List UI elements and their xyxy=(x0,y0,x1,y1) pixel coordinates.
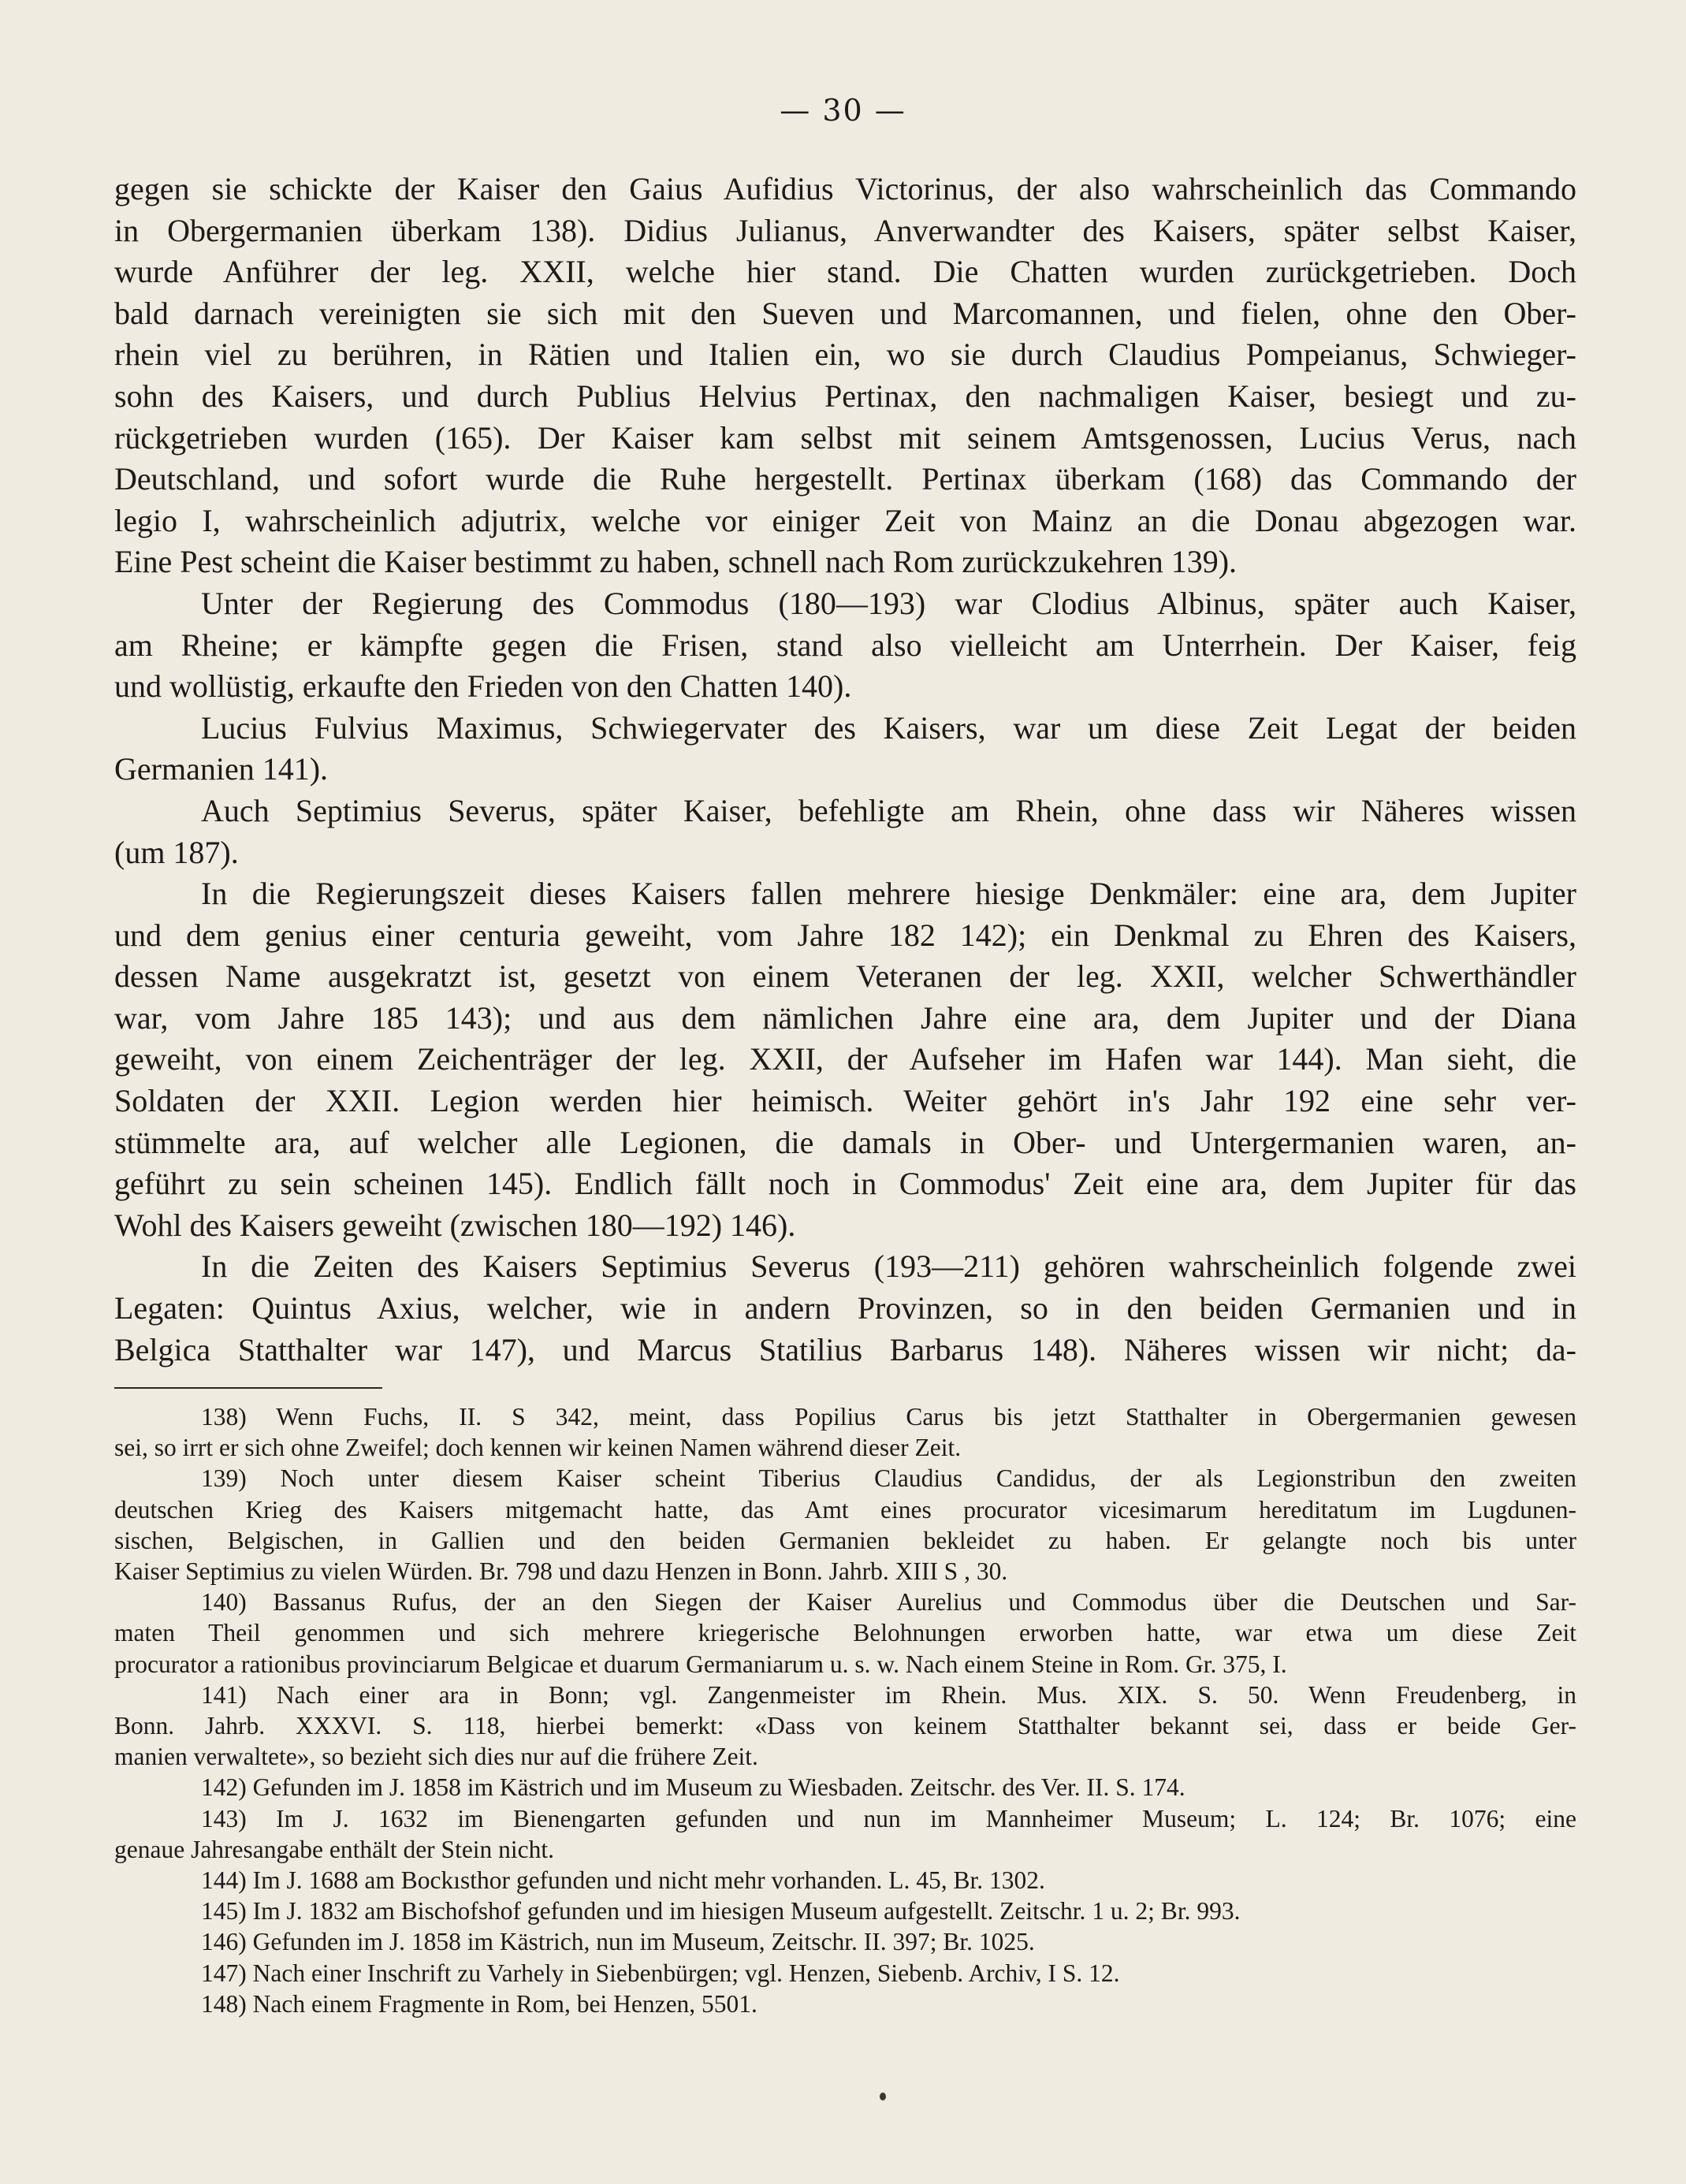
body-line: (um 187). xyxy=(114,834,239,870)
body-line: am Rheine; er kämpfte gegen die Frisen, stand also vielleicht am Unterrhein. Der Kaiser, feig xyxy=(114,627,1576,663)
body-line: Wohl des Kaisers geweiht (zwischen 180—192) 146). xyxy=(114,1207,796,1243)
body-line: und dem genius einer centuria geweiht, vom Jahre 182 142); ein Denkmal zu Ehren des Kaisers, xyxy=(114,917,1576,953)
footnote-line: sischen, Belgischen, in Gallien und den beiden Germanien bekleidet zu haben. Er gelangte noch bis unter xyxy=(114,1526,1576,1554)
body-line: Deutschland, und sofort wurde die Ruhe hergestellt. Pertinax überkam (168) das Commando der xyxy=(114,461,1576,497)
footnote-line: procurator a rationibus provinciarum Belgicae et duarum Germaniarum u. s. w. Nach einem Steine in Rom. Gr. 375, I. xyxy=(114,1650,1287,1678)
body-line: wurde Anführer der leg. XXII, welche hier stand. Die Chatten wurden zurückgetrieben. Doch xyxy=(114,254,1576,290)
footnote-line: genaue Jahresangabe enthält der Stein nicht. xyxy=(114,1835,555,1863)
footnote-separator xyxy=(114,1387,382,1389)
footnote-line: 145) Im J. 1832 am Bischofshof gefunden und im hiesigen Museum aufgestellt. Zeitschr. 1 u. 2; Br. 993. xyxy=(201,1897,1241,1925)
body-line: Eine Pest scheint die Kaiser bestimmt zu haben, schnell nach Rom zurückzukehren 139). xyxy=(114,544,1238,580)
body-line: geweiht, von einem Zeichenträger der leg. XXII, der Aufseher im Hafen war 144). Man sieht, die xyxy=(114,1041,1576,1077)
body-line: In die Regierungszeit dieses Kaisers fallen mehrere hiesige Denkmäler: eine ara, dem Jupiter xyxy=(201,876,1576,912)
footnote-line: maten Theil genommen und sich mehrere kriegerische Belohnungen erworben hatte, war etwa um diese Zeit xyxy=(114,1619,1576,1647)
body-line: Auch Septimius Severus, später Kaiser, befehligte am Rhein, ohne dass wir Näheres wissen xyxy=(201,792,1576,828)
footnotes xyxy=(114,1401,1576,2019)
body-line: Legaten: Quintus Axius, welcher, wie in andern Provinzen, so in den beiden Germanien und in xyxy=(114,1290,1576,1326)
footnote-line: 142) Gefunden im J. 1858 im Kästrich und im Museum zu Wiesbaden. Zeitschr. des Ver. II. S. 174. xyxy=(201,1773,1185,1802)
body-line: rhein viel zu berühren, in Rätien und Italien ein, wo sie durch Claudius Pompeianus, Schwieger- xyxy=(114,337,1576,373)
body-line: Lucius Fulvius Maximus, Schwiegervater des Kaisers, war um diese Zeit Legat der beiden xyxy=(201,709,1576,746)
footnote-line: 144) Im J. 1688 am Bockısthor gefunden und nicht mehr vorhanden. L. 45, Br. 1302. xyxy=(201,1866,1045,1895)
body-line: bald darnach vereinigten sie sich mit den Sueven und Marcomannen, und fielen, ohne den Ober- xyxy=(114,295,1576,331)
body-line: stümmelte ara, auf welcher alle Legionen, die damals in Ober- und Untergermanien waren, an- xyxy=(114,1124,1576,1160)
footnote-line: 147) Nach einer Inschrift zu Varhely in Siebenbürgen; vgl. Henzen, Siebenb. Archiv, I S. 12. xyxy=(201,1959,1120,1987)
footnote-line: sei, so irrt er sich ohne Zweifel; doch kennen wir keinen Namen während dieser Zeit. xyxy=(114,1434,962,1462)
page-number: — 30 — xyxy=(780,93,906,128)
body-line: dessen Name ausgekratzt ist, gesetzt von einem Veteranen der leg. XXII, welcher Schwerthändler xyxy=(114,958,1576,995)
body-line: geführt zu sein scheinen 145). Endlich fällt noch in Commodus' Zeit eine ara, dem Jupiter für das xyxy=(114,1166,1576,1202)
body-line: und wollüstig, erkaufte den Frieden von den Chatten 140). xyxy=(114,668,852,705)
footnote-line: deutschen Krieg des Kaisers mitgemacht hatte, das Amt eines procurator vicesimarum hereditatum im Lugdunen- xyxy=(114,1495,1576,1524)
body-line: war, vom Jahre 185 143); und aus dem nämlichen Jahre eine ara, dem Jupiter und der Diana xyxy=(114,999,1576,1036)
footnote-line: 148) Nach einem Fragmente in Rom, bei Henzen, 5501. xyxy=(201,1989,757,2018)
body-line: legio I, wahrscheinlich adjutrix, welche vor einiger Zeit von Mainz an die Donau abgezogen war. xyxy=(114,502,1576,538)
body-line: sohn des Kaisers, und durch Publius Helvius Pertinax, den nachmaligen Kaiser, besiegt und zu- xyxy=(114,378,1576,414)
footnote-line: 138) Wenn Fuchs, II. S 342, meint, dass Popilius Carus bis jetzt Statthalter in Obergermanien gewesen xyxy=(201,1403,1576,1431)
footnote-line: 140) Bassanus Rufus, der an den Siegen der Kaiser Aurelius und Commodus über die Deutschen und Sar- xyxy=(201,1588,1576,1617)
print-speck xyxy=(880,2093,886,2100)
footnote-line: manien verwaltete», so bezieht sich dies nur auf die frühere Zeit. xyxy=(114,1743,758,1771)
footnote-line: 146) Gefunden im J. 1858 im Kästrich, nun im Museum, Zeitschr. II. 397; Br. 1025. xyxy=(201,1928,1035,1956)
footnote-line: 139) Noch unter diesem Kaiser scheint Tiberius Claudius Candidus, der als Legionstribun den zweiten xyxy=(201,1464,1576,1493)
body-line: gegen sie schickte der Kaiser den Gaius Aufidius Victorinus, der also wahrscheinlich das Commando xyxy=(114,171,1576,206)
body-line: Unter der Regierung des Commodus (180—193) war Clodius Albinus, später auch Kaiser, xyxy=(201,585,1576,621)
body-line: In die Zeiten des Kaisers Septimius Severus (193—211) gehören wahrscheinlich folgende zwei xyxy=(201,1248,1576,1285)
footnote-line: 143) Im J. 1632 im Bienengarten gefunden und nun im Mannheimer Museum; L. 124; Br. 1076; eine xyxy=(201,1804,1576,1832)
footnote-line: 141) Nach einer ara in Bonn; vgl. Zangenmeister im Rhein. Mus. XIX. S. 50. Wenn Freudenberg, in xyxy=(201,1680,1576,1709)
body-line: Soldaten der XXII. Legion werden hier heimisch. Weiter gehört in's Jahr 192 eine sehr ver- xyxy=(114,1083,1576,1119)
footnote-line: Bonn. Jahrb. XXXVI. S. 118, hierbei bemerkt: «Dass von keinem Statthalter bekannt sei, dass er beide Ger- xyxy=(114,1712,1576,1740)
body-text xyxy=(114,169,1576,1371)
body-line: in Obergermanien überkam 138). Didius Julianus, Anverwandter des Kaisers, später selbst Kaiser, xyxy=(114,212,1576,248)
body-line: Germanien 141). xyxy=(114,751,329,787)
body-line: Belgica Statthalter war 147), und Marcus Statilius Barbarus 148). Näheres wissen wir nicht; da- xyxy=(114,1331,1576,1367)
footnote-line: Kaiser Septimius zu vielen Würden. Br. 798 und dazu Henzen in Bonn. Jahrb. XIII S , 30. xyxy=(114,1557,1008,1586)
body-line: rückgetrieben wurden (165). Der Kaiser kam selbst mit seinem Amtsgenossen, Lucius Verus, nach xyxy=(114,419,1576,456)
